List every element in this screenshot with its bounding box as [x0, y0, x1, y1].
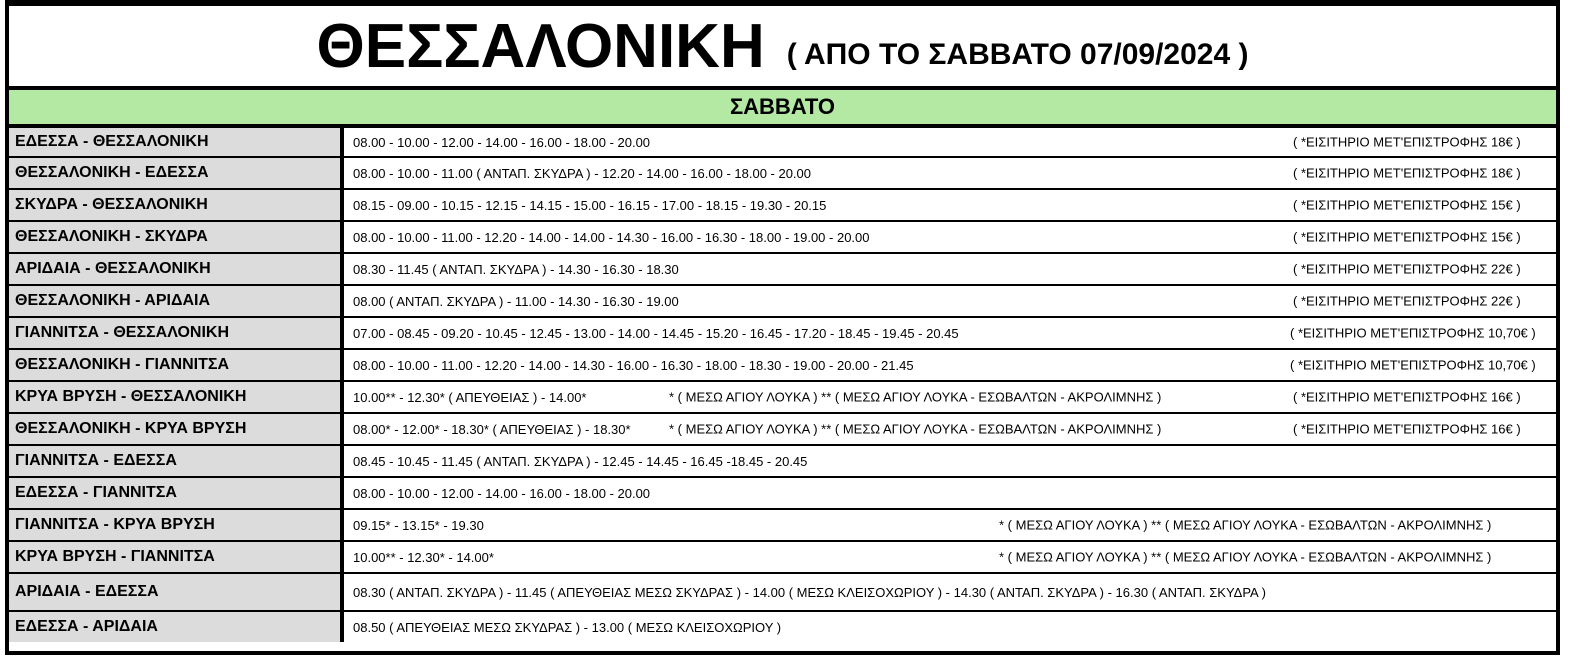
route-name: ΘΕΣΣΑΛΟΝΙΚΗ - ΕΔΕΣΣΑ: [9, 158, 344, 188]
timetable-sheet: [5, 0, 1560, 655]
day-label: ΣΑΒΒΑΤΟ: [729, 94, 836, 119]
route-row: [9, 318, 1556, 350]
route-times-cell: [344, 128, 1556, 156]
route-name: ΣΚΥΔΡΑ - ΘΕΣΣΑΛΟΝΙΚΗ: [9, 190, 344, 220]
route-name: ΓΙΑΝΝΙΤΣΑ - ΕΔΕΣΣΑ: [9, 446, 344, 476]
route-row: [9, 478, 1556, 510]
route-name: ΕΔΕΣΣΑ - ΑΡΙΔΑΙΑ: [9, 612, 344, 642]
route-times: 08.15 - 09.00 - 10.15 - 12.15 - 14.15 - 15.00 - 16.15 - 17.00 - 18.15 - 19.30 - 20.15: [353, 197, 827, 213]
ticket-price-note: ( *ΕΙΣΙΤΗΡΙΟ ΜΕΤ'ΕΠΙΣΤΡΟΦΗΣ 18€ ): [1293, 134, 1521, 150]
top-strip: [9, 0, 389, 2]
route-times-cell: [344, 222, 1556, 252]
route-times-cell: [344, 382, 1556, 412]
ticket-price-note: ( *ΕΙΣΙΤΗΡΙΟ ΜΕΤ'ΕΠΙΣΤΡΟΦΗΣ 22€ ): [1293, 261, 1521, 277]
ticket-price-note: ( *ΕΙΣΙΤΗΡΙΟ ΜΕΤ'ΕΠΙΣΤΡΟΦΗΣ 18€ ): [1293, 165, 1521, 181]
ticket-price-note: ( *ΕΙΣΙΤΗΡΙΟ ΜΕΤ'ΕΠΙΣΤΡΟΦΗΣ 22€ ): [1293, 293, 1521, 309]
route-times: 10.00** - 12.30* ( ΑΠΕΥΘΕΙΑΣ ) - 14.00*: [353, 389, 587, 405]
route-row: [9, 254, 1556, 286]
route-name: ΘΕΣΣΑΛΟΝΙΚΗ - ΑΡΙΔΑΙΑ: [9, 286, 344, 316]
route-name: ΑΡΙΔΑΙΑ - ΕΔΕΣΣΑ: [9, 574, 344, 610]
route-times-cell: [344, 414, 1556, 444]
ticket-price-note: ( *ΕΙΣΙΤΗΡΙΟ ΜΕΤ'ΕΠΙΣΤΡΟΦΗΣ 16€ ): [1293, 421, 1521, 437]
route-row: [9, 612, 1556, 642]
day-band: [9, 90, 1556, 128]
route-times: 09.15* - 13.15* - 19.30: [353, 517, 484, 533]
route-times: 08.45 - 10.45 - 11.45 ( ΑΝΤΑΠ. ΣΚΥΔΡΑ ) - 12.45 - 14.45 - 16.45 -18.45 - 20.45: [353, 453, 808, 469]
title-row: [9, 6, 1556, 90]
route-notes: * ( ΜΕΣΩ ΑΓΙΟΥ ΛΟΥΚΑ ) ** ( ΜΕΣΩ ΑΓΙΟΥ ΛΟΥΚΑ - ΕΣΩΒΑΛΤΩΝ - ΑΚΡΟΛΙΜΝΗΣ ): [669, 389, 1162, 405]
page-subtitle: ( ΑΠΟ ΤΟ ΣΑΒΒΑΤΟ 07/09/2024 ): [786, 38, 1249, 71]
route-times: 10.00** - 12.30* - 14.00*: [353, 549, 494, 565]
route-notes: * ( ΜΕΣΩ ΑΓΙΟΥ ΛΟΥΚΑ ) ** ( ΜΕΣΩ ΑΓΙΟΥ ΛΟΥΚΑ - ΕΣΩΒΑΛΤΩΝ - ΑΚΡΟΛΙΜΝΗΣ ): [669, 421, 1162, 437]
ticket-price-note: ( *ΕΙΣΙΤΗΡΙΟ ΜΕΤ'ΕΠΙΣΤΡΟΦΗΣ 10,70€ ): [1290, 357, 1536, 373]
route-times-cell: [344, 510, 1556, 540]
route-times: 08.00* - 12.00* - 18.30* ( ΑΠΕΥΘΕΙΑΣ ) - 18.30*: [353, 421, 631, 437]
route-row: [9, 382, 1556, 414]
ticket-price-note: ( *ΕΙΣΙΤΗΡΙΟ ΜΕΤ'ΕΠΙΣΤΡΟΦΗΣ 16€ ): [1293, 389, 1521, 405]
page-title: ΘΕΣΣΑΛΟΝΙΚΗ: [316, 11, 765, 81]
route-name: ΘΕΣΣΑΛΟΝΙΚΗ - ΚΡΥΑ ΒΡΥΣΗ: [9, 414, 344, 444]
route-times: 08.50 ( ΑΠΕΥΘΕΙΑΣ ΜΕΣΩ ΣΚΥΔΡΑΣ ) - 13.00 ( ΜΕΣΩ ΚΛΕΙΣΟΧΩΡΙΟΥ ): [353, 619, 782, 635]
route-times: 08.00 - 10.00 - 11.00 - 12.20 - 14.00 - 14.00 - 14.30 - 16.00 - 16.30 - 18.00 - 19.00 - 20.00: [353, 229, 870, 245]
route-times: 08.00 - 10.00 - 12.00 - 14.00 - 16.00 - 18.00 - 20.00: [353, 485, 651, 501]
route-row: [9, 158, 1556, 190]
route-row: [9, 446, 1556, 478]
route-notes: * ( ΜΕΣΩ ΑΓΙΟΥ ΛΟΥΚΑ ) ** ( ΜΕΣΩ ΑΓΙΟΥ ΛΟΥΚΑ - ΕΣΩΒΑΛΤΩΝ - ΑΚΡΟΛΙΜΝΗΣ ): [999, 549, 1492, 565]
route-row: [9, 574, 1556, 612]
route-times-cell: [344, 158, 1556, 188]
route-times: 08.00 - 10.00 - 11.00 - 12.20 - 14.00 - 14.30 - 16.00 - 16.30 - 18.00 - 18.30 - 19.00 - 20.00 - 21.45: [353, 357, 914, 373]
route-times: 08.00 - 10.00 - 11.00 ( ΑΝΤΑΠ. ΣΚΥΔΡΑ ) - 12.20 - 14.00 - 16.00 - 18.00 - 20.00: [353, 165, 812, 181]
route-times-cell: [344, 190, 1556, 220]
ticket-price-note: ( *ΕΙΣΙΤΗΡΙΟ ΜΕΤ'ΕΠΙΣΤΡΟΦΗΣ 15€ ): [1293, 229, 1521, 245]
route-times: 08.30 - 11.45 ( ΑΝΤΑΠ. ΣΚΥΔΡΑ ) - 14.30 - 16.30 - 18.30: [353, 261, 679, 277]
route-times-cell: [344, 446, 1556, 476]
route-times-cell: [344, 318, 1556, 348]
route-row: [9, 128, 1556, 158]
route-times-cell: [344, 350, 1556, 380]
route-name: ΓΙΑΝΝΙΤΣΑ - ΚΡΥΑ ΒΡΥΣΗ: [9, 510, 344, 540]
route-name: ΘΕΣΣΑΛΟΝΙΚΗ - ΣΚΥΔΡΑ: [9, 222, 344, 252]
route-name: ΓΙΑΝΝΙΤΣΑ - ΘΕΣΣΑΛΟΝΙΚΗ: [9, 318, 344, 348]
route-name: ΕΔΕΣΣΑ - ΓΙΑΝΝΙΤΣΑ: [9, 478, 344, 508]
route-times-cell: [344, 574, 1556, 610]
routes-table: [9, 128, 1556, 642]
route-row: [9, 350, 1556, 382]
route-row: [9, 286, 1556, 318]
ticket-price-note: ( *ΕΙΣΙΤΗΡΙΟ ΜΕΤ'ΕΠΙΣΤΡΟΦΗΣ 10,70€ ): [1290, 325, 1536, 341]
route-times: 08.30 ( ΑΝΤΑΠ. ΣΚΥΔΡΑ ) - 11.45 ( ΑΠΕΥΘΕΙΑΣ ΜΕΣΩ ΣΚΥΔΡΑΣ ) - 14.00 ( ΜΕΣΩ ΚΛΕΙΣΟΧΩΡΙΟΥ ) - 14.30 ( ΑΝΤΑΠ. ΣΚΥΔΡΑ ) - 16.30 ( ΑΝΤΑΠ. ΣΚΥΔΡΑ ): [353, 584, 1266, 600]
route-notes: * ( ΜΕΣΩ ΑΓΙΟΥ ΛΟΥΚΑ ) ** ( ΜΕΣΩ ΑΓΙΟΥ ΛΟΥΚΑ - ΕΣΩΒΑΛΤΩΝ - ΑΚΡΟΛΙΜΝΗΣ ): [999, 517, 1492, 533]
ticket-price-note: ( *ΕΙΣΙΤΗΡΙΟ ΜΕΤ'ΕΠΙΣΤΡΟΦΗΣ 15€ ): [1293, 197, 1521, 213]
route-times: 07.00 - 08.45 - 09.20 - 10.45 - 12.45 - 13.00 - 14.00 - 14.45 - 15.20 - 16.45 - 17.20 - 18.45 - 19.45 - 20.45: [353, 325, 959, 341]
route-name: ΕΔΕΣΣΑ - ΘΕΣΣΑΛΟΝΙΚΗ: [9, 128, 344, 156]
route-times-cell: [344, 286, 1556, 316]
route-row: [9, 190, 1556, 222]
route-row: [9, 542, 1556, 574]
route-name: ΘΕΣΣΑΛΟΝΙΚΗ - ΓΙΑΝΝΙΤΣΑ: [9, 350, 344, 380]
route-name: ΚΡΥΑ ΒΡΥΣΗ - ΘΕΣΣΑΛΟΝΙΚΗ: [9, 382, 344, 412]
route-times-cell: [344, 478, 1556, 508]
route-times-cell: [344, 542, 1556, 572]
route-times: 08.00 - 10.00 - 12.00 - 14.00 - 16.00 - 18.00 - 20.00: [353, 134, 651, 150]
route-times-cell: [344, 612, 1556, 642]
route-row: [9, 222, 1556, 254]
route-times-cell: [344, 254, 1556, 284]
route-times: 08.00 ( ΑΝΤΑΠ. ΣΚΥΔΡΑ ) - 11.00 - 14.30 - 16.30 - 19.00: [353, 293, 679, 309]
route-row: [9, 414, 1556, 446]
route-name: ΚΡΥΑ ΒΡΥΣΗ - ΓΙΑΝΝΙΤΣΑ: [9, 542, 344, 572]
route-row: [9, 510, 1556, 542]
route-name: ΑΡΙΔΑΙΑ - ΘΕΣΣΑΛΟΝΙΚΗ: [9, 254, 344, 284]
